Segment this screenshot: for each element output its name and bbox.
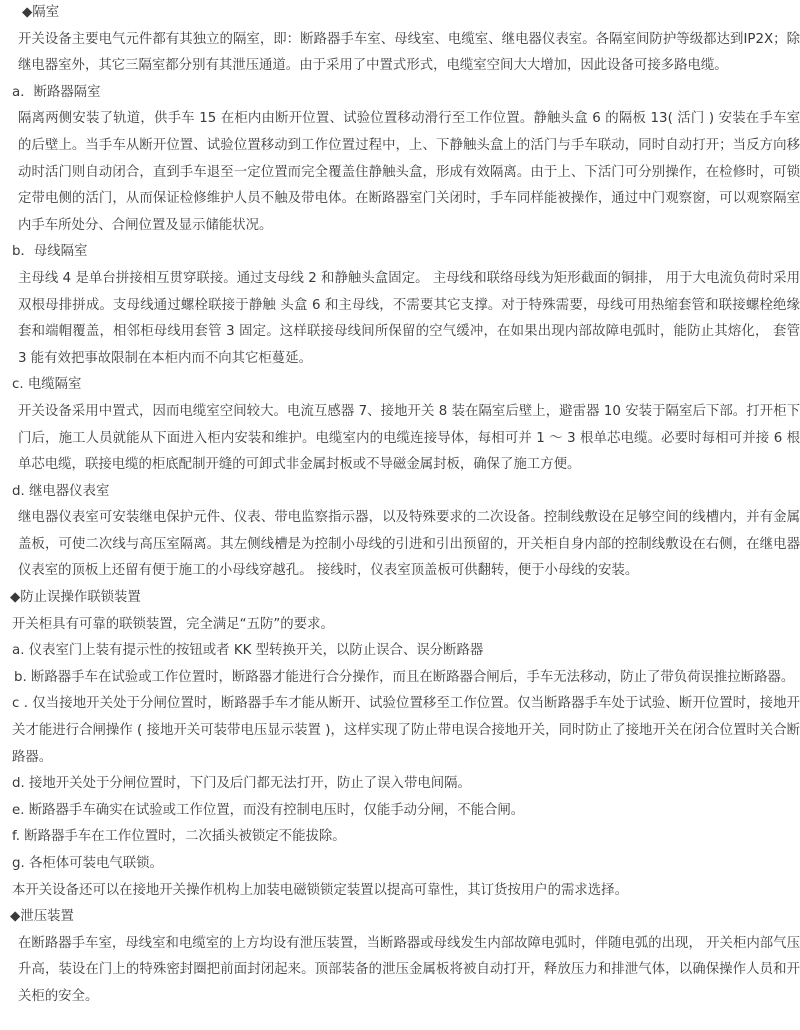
interlock-item-e: e. 断路器手车确实在试验或工作位置，而没有控制电压时，仅能手动分闸，不能合闸。 — [12, 802, 525, 818]
interlock-note-paragraph: 本开关设备还可以在接地开关操作机构上加装电磁锁锁定装置以提高可靠性，其订货按用户的需求选择。 — [12, 882, 628, 898]
section-heading-interlock: ◆防止误操作联锁装置 — [10, 590, 141, 606]
cable-compartment-paragraph: 开关设备采用中置式，因而电缆室空间较大。电流互感器 7、接地开关 8 装在隔室后壁上，避雷器 10 安装于隔室后下部。打开柜下门后，施工人员就能从下面进入柜内安装和维护。电缆室内的电缆连接导体，每相可并 1 ～ 3 根单芯电缆。必要时每相可并接 6 根单芯电缆，联接电缆的柜底配制开缝的可卸式非金属封板或不导磁金属封板，确保了施工方便。 — [18, 403, 800, 473]
pressure-relief-paragraph: 在断路器手车室，母线室和电缆室的上方均设有泄压装置，当断路器或母线发生内部故障电弧时，伴随电弧的出现， 开关柜内部气压升高，装设在门上的特殊密封圈把前面封闭起来。顶部装备的泄压金属板将被自动打开，释放压力和排泄气体，以确保操作人员和开关柜的安全。 — [18, 935, 800, 1004]
breaker-compartment-heading: a．断路器隔室 — [12, 84, 101, 100]
relay-compartment-heading: d. 继电器仪表室 — [12, 483, 110, 499]
relay-compartment-paragraph: 继电器仪表室可安装继电保护元件、仪表、带电监察指示器，以及特殊要求的二次设备。控制线敷设在足够空间的线槽内，并有金属盖板，可使二次线与高压室隔离。其左侧线槽是为控制小母线的引进和引出预留的，开关柜自身内部的控制线敷设在右侧，在继电器仪表室的顶板上还留有便于施工的小母线穿越孔。 接线时，仪表室顶盖板可供翻转，便于小母线的安装。 — [18, 510, 800, 579]
interlock-item-b: b. 断路器手车在试验或工作位置时，断路器才能进行合分操作，而且在断路器合闸后，手车无法移动，防止了带负荷误推拉断路器。 — [14, 669, 795, 685]
interlock-item-f: f. 断路器手车在工作位置时，二次插头被锁定不能拔除。 — [12, 829, 346, 845]
interlock-item-g: g. 各柜体可装电气联锁。 — [12, 856, 163, 871]
compartments-intro-paragraph: 开关设备主要电气元件都有其独立的隔室，即：断路器手车室、母线室、电缆室、继电器仪表室。各隔室间防护等级都达到IP2X；除继电器室外，其它三隔室都分别有其泄压通道。由于采用了中置式形式，电缆室空间大大增加，因此设备可接多路电缆。 — [18, 31, 800, 74]
section-heading-compartments: ◆隔室 — [22, 5, 60, 20]
busbar-compartment-paragraph: 主母线 4 是单台拼接相互贯穿联接。通过支母线 2 和静触头盒固定。 主母线和联络母线为矩形截面的铜排， 用于大电流负荷时采用双根母排拼成。支母线通过螺栓联接于静触 头盒 6 和主母线，不需要其它支撑。对于特殊需要，母线可用热缩套管和联接螺栓绝缘套和端帽覆盖，相邻柜母线用套管 3 固定。这样联接母线间所保留的空气缓冲，在如果出现内部故障电弧时，能防止其熔化， 套管 3 能有效把事故限制在本柜内而不向其它柜蔓延。 — [18, 270, 800, 366]
breaker-compartment-paragraph: 隔离两侧安装了轨道，供手车 15 在柜内由断开位置、试验位置移动滑行至工作位置。静触头盒 6 的隔板 13( 活门 ) 安装在手车室的后壁上。当手车从断开位置、试验位置移动到工作位置过程中，上、下静触头盒上的活门与手车联动，同时自动打开；当反方向移动时活门则自动闭合，直到手车退至一定位置而完全覆盖住静触头盒，形成有效隔离。由于上、下活门可分别操作，在检修时，可锁定带电侧的活门，从而保证检修维护人员不触及带电体。在断路器室门关闭时，手车同样能被操作，通过中门观察窗，可以观察隔室内手车所处分、合闸位置及显示储能状况。 — [18, 111, 800, 233]
interlock-item-c: c . 仅当接地开关处于分闸位置时，断路器手车才能从断开、试验位置移至工作位置。仅当断路器手车处于试验、断开位置时，接地开关才能进行合闸操作 ( 接地开关可装带电压显示装置 )，这样实现了防止带电误合接地开关，同时防止了接地开关在闭合位置时关合断路器。 — [12, 696, 800, 765]
interlock-item-a: a. 仪表室门上装有提示性的按钮或者 KK 型转换开关，以防止误合、误分断路器 — [12, 643, 484, 659]
interlock-item-d: d. 接地开关处于分闸位置时，下门及后门都无法打开，防止了误入带电间隔。 — [12, 776, 471, 792]
busbar-compartment-heading: b．母线隔室 — [12, 244, 88, 260]
section-heading-pressure-relief: ◆泄压装置 — [10, 909, 74, 925]
interlock-intro-paragraph: 开关柜具有可靠的联锁装置，完全满足“五防”的要求。 — [12, 616, 334, 632]
cable-compartment-heading: c. 电缆隔室 — [12, 377, 82, 393]
